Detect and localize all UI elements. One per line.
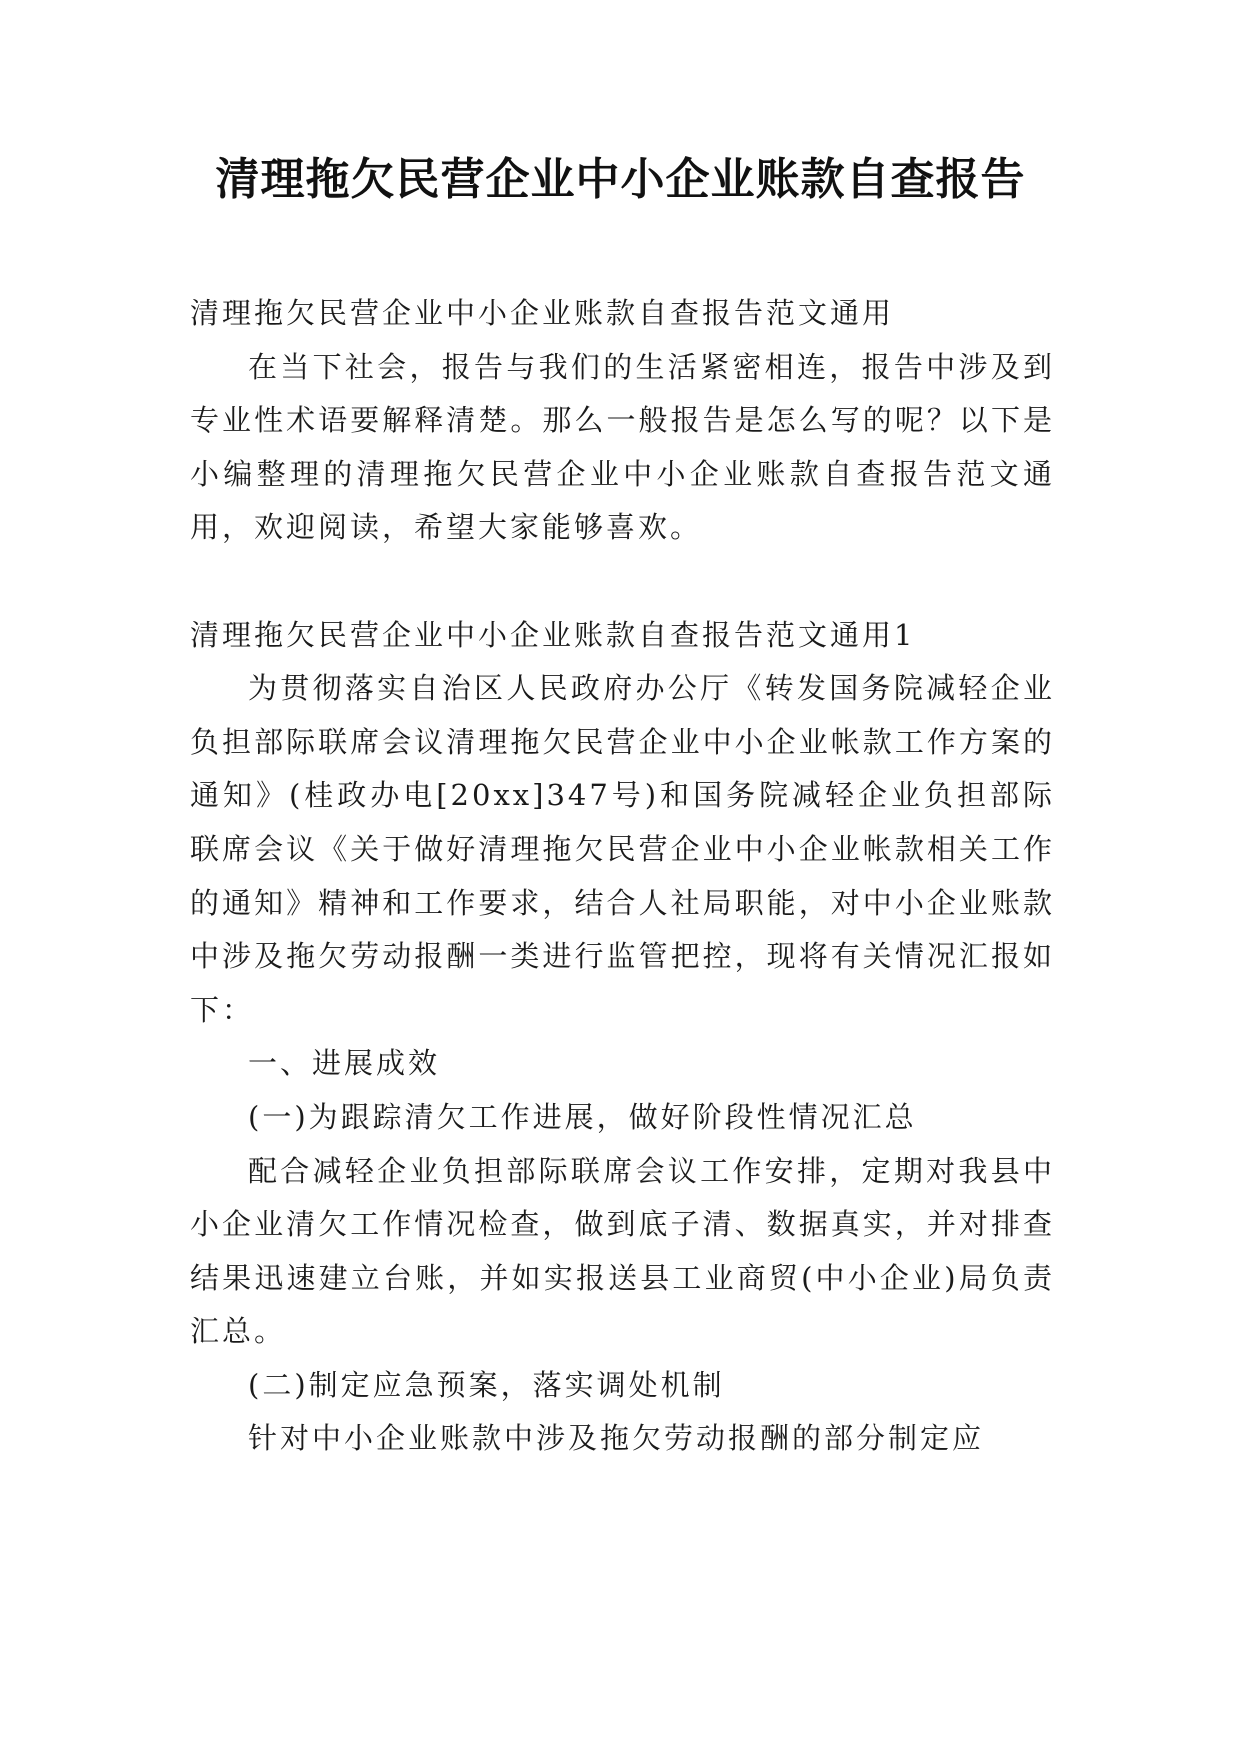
subtitle-paragraph: 清理拖欠民营企业中小企业账款自查报告范文通用 [190,296,895,330]
document-body [190,287,1055,1466]
document-title: 清理拖欠民营企业中小企业账款自查报告 [215,154,1026,205]
heading-progress: 一、进展成效 [248,1046,441,1081]
section-heading: 清理拖欠民营企业中小企业账款自查报告范文通用1 [190,617,916,652]
subheading-1: (一)为跟踪清欠工作进展，做好阶段性情况汇总 [248,1099,917,1134]
intro-paragraph: 在当下社会，报告与我们的生活紧密相连，报告中涉及到专业性术语要解释清楚。那么一般报告是怎么写的呢？以下是小编整理的清理拖欠民营企业中小企业账款自查报告范文通用，欢迎阅读，希望大家能够喜欢。 [190,349,1055,545]
body-paragraph: 配合减轻企业负担部际联席会议工作安排，定期对我县中小企业清欠工作情况检查，做到底子清、数据真实，并对排查结果迅速建立台账，并如实报送县工业商贸(中小企业)局负责汇总。 [190,1153,1055,1349]
subheading-2: (二)制定应急预案，落实调处机制 [248,1367,725,1402]
paragraph-spacer [190,555,1055,609]
body-paragraph: 针对中小企业账款中涉及拖欠劳动报酬的部分制定应 [248,1421,985,1456]
body-paragraph: 为贯彻落实自治区人民政府办公厅《转发国务院减轻企业负担部际联席会议清理拖欠民营企业中小企业帐款工作方案的通知》(桂政办电[20xx]347号)和国务院减轻企业负担部际联席会议《关于做好清理拖欠民营企业中小企业帐款相关工作的通知》精神和工作要求，结合人社局职能，对中小企业账款中涉及拖欠劳动报酬一类进行监管把控，现将有关情况汇报如下： [190,671,1055,1027]
